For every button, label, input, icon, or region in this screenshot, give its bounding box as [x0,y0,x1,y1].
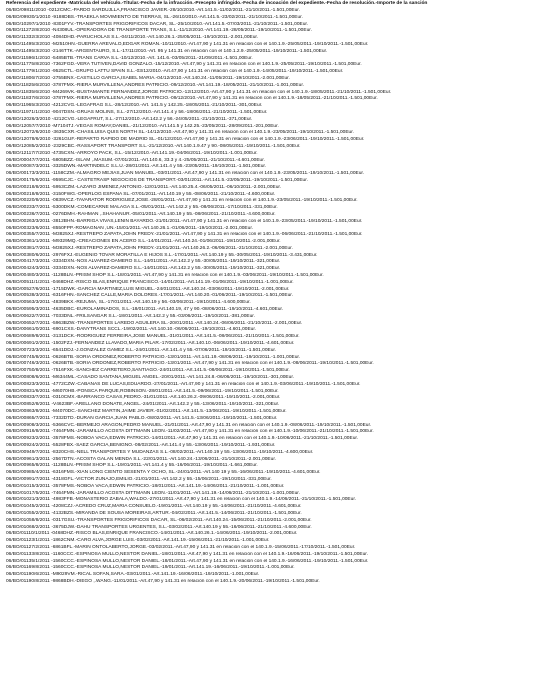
record-line: 06/BO/11971/1/2010 -9047DSN.-GRUAS MOLINS, S.L.-27/12/2010.-Art.141.4 y 56.-18/06/2011.-21/10/2011.-1.501,00Eur. [6,109,268,115]
record-line: 06/BO/00563/3/2011 -4839BKX.-REJUMA, SL.-17/01/2011.-Art.140.19 y 56.-03/06/2011.-19/10/2011.-4.600,00Eur. [6,300,251,306]
record-line: 06/BO/00047/7/2011 -5805BZZ.-ISLAM ,.MASUM.-07/01/2011.-Art.140.6, 33.3 y 4.-25/05/2011.-21/10/2011.-4.601,00Eur. [6,157,265,163]
record-line: 06/BO/11495/3/2010 -M2510HN.-GUERRA AREVALO,EDGAR ROMAN.-10/11/2010.-Art.47,90 y 141.31 en relación con el 140.1.9.-25/05/2011.-19/10/2011.-1.501,00Eur. [6,41,369,47]
record-line: 06/BO/10297/1/2010 -8301FYV.-TRANSPORTES FRIGORIFICOS DACAR, SL.-25/10/2010.-Art.141.5.-07/03/2011.-21/10/2011.-1.501,00Eur. [6,21,309,27]
record-line: 06/BO/00661/0/2011 -6901CXS.-DANYTRANS SCCL.-19/02/2011.-Art.140.10.-06/06/2011.-19/10/2011.-4.601,00Eur. [6,327,257,333]
record-line: 06/BO/00424/3/2011 -3334DXN.-NOS ALVAREZ-DAMERO S.L.-14/01/2011.-Art.142.2 y 55.-30/05/2011.-19/10/2011.-321,00Eur. [6,266,281,272]
record-line: 06/BO/00961/3/2011 -2567DTN.-ACOSTA GALAN MENDA S.L.-22/01/2011.-Art.140.24.-13/06/2011.-21/10/2011.-2.001,00Eur. [6,456,277,462]
record-line: 06/BO/00652/7/2011 -5963BZW.-TRANSPORTES LAREDO AGUILERA SL.-20/01/2011.-Art.140.24.-06/06/2011.-21/10/2011.-2.001,00Eur. [6,320,303,326]
record-line: 06/BO/11596/1/2010 -5485BTB.-TRANS CARVA S.L.-10/12/2010.-Art. 141.6.-03/05/2011.-21/09/2011.-1.501,00Eur. [6,55,253,61]
record-line: 06/BO/00916/8/2011 -7464FMN.-JARAMILLO ACOSTA DITTMANN LEON.-11/02/2011.-Art.47,90 y 141.31 en relación con el 140.1.9.-10/06/2011.-21/10/2011.-1.501,00Eur. [6,429,374,435]
record-line: 06/BO/01135/1/2011 -1560CCC.-ESPINOSA MULLO,NESTOR DANIEL.-18/01/2011.-Art.47,90 y 141.31 en relación con el 140.1.9.-16/06/2011.-19/10/2011.-1.501,00Eur. [6,558,369,564]
record-line: 06/BO/01110/1/2011 -0468DHZ.-RISCO BLAS,ENRIQUE FRANCISCO.-14/01/2011.-Art.140.26.1.-14/06/2011.-19/10/2011.-2.001,00Eur. [6,531,298,537]
record-line: 06/BO/12026/3/2010 -4212CVG.-LEGAFRUT, S.L.-27/12/2010.-Art.142.2 y 56.-24/05/2011.-21/10/2011.-371,00Eur. [6,116,253,122]
record-line: 06/BO/00527/6/2011 -1715DWK.-GARCIA MARTINEZ,LUIS MIGUEL.-24/01/2011.-Art.140.24.-03/06/2011.-19/10/2011.-2.001,00Eur. [6,286,290,292]
record-line: 06/BO/01123/1/2011 -1862CNM.-CARO ALVA,JORGE LUIS.-03/02/2011.-Art.141.19.-15/06/2011.-21/10/2011.-1.001,00Eur. [6,538,270,544]
record-line: 06/BO/09811/2010 -0212CMC.-PARDO SARDUJLLA,FRANCISCO JAVIER.-28/10/2010.-Art.141.5.-11/02/2011.-21/10/2011.-1.501,00Eur. [6,8,300,13]
record-line: 06/BO/00233/7/2011 -5300DKM.-COMECARNE MALAGA S.L.-05/01/2011.-Art.142.2 y 55.-08/06/2011.-17/10/2011.-331,00Eur. [6,205,278,211]
record-line: 06/BO/00833/7/2011 -0310CMX.-BARRANCO CASAS,PEDRO.-31/01/2011.-Art.140.26.2.-09/06/2011.-19/10/2011.-2.001,00Eur. [6,395,281,401]
record-line: 06/BO/12057/7/2010 -M7104TJ.-VEGAS ROMAY,DANIEL.-21/12/2010.-Art.141.5 y 142.25.-23/05/2011.-28/09/2011.-201,00Eur. [6,123,279,129]
record-line: 06/BO/00991/7/2011 -4318GFL.-VICTOR ZUNAJO,EMILIO.-21/01/2011.-Art.142.2 y 55.-15/06/2011.-19/10/2011.-331,00Eur. [6,476,272,482]
record-line: 06/BO/11835/6/2010 -M4269VK.-BUSTAMANTE FERNANDEZ,JORGE PATRICIO.-12/12/2010.-Art.47,90 y 141.31 en relación con el 140.1.9.-18/05/2011.-21/10/2011.-1.501,00Eur. [6,89,392,95]
record-line: 06/BO/00924/2/2011 -5528FBX.-SAEZ GARCIA,BENIGNO.-08/02/2011.-Art.141.4 y 55.-13/06/2011.-19/10/2011.-1.931,00Eur. [6,443,276,448]
record-line: 06/BO/01127/2/2011 -6861BFL.-MARIN ONTOLABERTO,JORGE.-03/02/2011.-Art.47,90 y 141.31 en relación con el 140.1.9.-15/06/2011.-17/10/2011.-1.501,00Eur. [6,544,356,550]
record-line: 06/BO/00852/8/2011 -V4623BF.-ARELLANO DONATE,ANGEL.-24/01/2011.-Art.142.2 y 55.-13/06/2011.-19/10/2011.-321,00Eur. [6,402,280,408]
record-line: 06/BO/11965/3/2010 -4212CVG.-LEGAFRAG S.L.-28/12/2010.-Art. 141.5 y 142.25.-18/05/2011.-21/10/2011.-301,00Eur. [6,103,263,109]
record-line: 06/BO/00236/7/2011 -0276DMH.-RAHMAN ,.SHAHANUR.-05/01/2011.-Art.140.19 y 55.-08/06/2011.-21/10/2011.-4.600,00Eur. [6,211,276,217]
record-line: 06/BO/00808/6/2011 -M6344ML.-CASADO SANTANA,MIGUEL ANGEL.-20/01/2011.-Art.141.24.8.-06/06/2011.-19/10/2011.-301,00Eur. [6,375,295,381]
record-line: 06/BO/00923/2/2011 -3578FMS.-NOBOA VACA,EDWIN PATRICIO.-14/01/2011.-Art.47,90 y 141.31 en relación con el 140.1.9.-10/06/2011.-21/10/2011.-1.501,00Eur. [6,436,359,442]
record-line: 06/BO/00750/8/2011 -7516FXK.-SANCHEZ CARRETERO,SANTIAGO.-24/01/2011.-Art.141.5.-08/06/2011.-19/10/2011.-1.501,00Eur. [6,368,290,374]
record-line: 06/BO/11332/3/2010 -4084DHD.-PARUCHOLAS S.L.-04/11/2010.-Art.140.26.1.-25/05/2011.-19/10/2011.-2.001,00Eur. [6,35,259,41]
record-line: 06/BO/01055/2/2011 -4132BZS.-MIRANDA DE SOUSA MOREIRAS,ARTUR.-04/02/2011.-Art.141.5.-14/06/2011.-21/10/2011.-1.501,00Eur. [6,510,302,516]
record-line: 06/BO/11779/1/2010 -9525CTL.-GRUPO LATTU SPAIN S.L.-03/12/2010.-Art.47,90 y 141.31 en relación con el 140.1.9.-14/05/2011.-19/10/2011.-1.501,00Eur. [6,69,344,75]
record-line: 06/BO/00218/8/2011 -3150FWG.-OPERLOG ESPAÑA SL.-07/01/2011.-Art.140.19 y 55.-08/06/2011.-21/10/2011.-4.600,00Eur. [6,191,276,197]
record-line: 06/BO/01015/3/2011 -3578FMS.-NOBOA VACA,EDWIN PATRICIO.-18/01/2011.-Art.141.19.-14/06/2011.-21/10/2011.-1.001,00Eur. [6,483,285,489]
record-line: 06/BO/00218/8/2011 -5953CZM.-LAZARO JIMENEZ,ANTONIO.-12/01/2011.-Art.140.25.4.-06/05/2011.-06/10/2011.-2.001,00Eur. [6,184,282,190]
record-line: 06/BO/12117/7/2010 -4735CXN.-ARROYO PACK, S.L.-15/12/2010.-Art.141.19.-04/06/2011.-19/10/2011.-1.001,00Eur. [6,150,258,156]
record-line: 06/BO/00417/3/2011 -3334DXN.-NOS ALVAREZ-DAMERO S.L.-14/01/2011.-Art.142.2 y 55.-30/05/2011.-19/10/2011.-321,00Eur. [6,259,281,265]
record-line: 06/BO/01169/8/2011 -1560CCC.-ESPINOSA MULLO,NESTOR DANIEL.-19/01/2011.-Art.141.19.-16/06/2011.-19/10/2011.-1.001,00Eur. [6,565,295,571]
record-line: 06/BO/01190/8/2011 -9868BDH.-DIEGO ,.WANG.-11/01/2011.-Art.47,90 y 141.31 en relación con el 140.1.9.-20/06/2011.-19/10/2011.-1.501,00Eur. [6,578,320,584]
record-line: 06/BO/00689/8/2011 -3131DCK.-RODRIGUEZ FERREIRA,JOSE MANUEL.-31/01/2011.-Art.141.5.-08/06/2011.-21/10/2011.-1.501,00Eur. [6,334,300,340]
record-line: 06/BO/00823/3/2011 -4772CZW.-CABAÑAS DE LUCAS,EDUARDO.-27/01/2011.-Art.47,90 y 141.31 en relación con el 140.1.9.-03/06/2011.-19/10/2011.-1.501,00Eur. [6,381,361,387]
record-line: 06/BO/00511/1/2011 -0468DHZ.-RISCO BLAS,ENRIQUE FRANCISCO.-14/01/2011.-Art.141.19.-01/06/2011.-19/10/2011.-1.001,00Eur. [6,279,294,285]
record-line: 06/BO/12085/2/2010 -2329CBC.-RASSAPORT TRANSPORT S.L.-21/12/2010.-Art.140.1.9.47 y 90.-08/05/2011.-19/10/2011.-1.501,00Eur. [6,143,301,149]
column-header: Referencia del expediente -Matrícula del vehículo.-Titular.-Fecha de la infracción.-Precepto infringido.-Fecha de incoación del expediente.-Fecha de resolución.-Importe de la sanción [6,1,428,6]
record-line: 06/BO/01045/2/2011 -4208CZJ.-ACREDO CRUZ,MARIA CONSUELO.-19/01/2011.-Art.140.19 y 55.-14/06/2011.-21/10/2011.-4.601,00Eur. [6,504,302,510]
record-line: 06/BO/00746/3/2011 -0626BTB.-SORIA ORDOÑEZ,ROBERTO PATRICIO.-13/01/2011.-Art.47,90 y 141.31 en relación con el 140.1.9.-08/06/2011.-19/10/2011.-1.501,00Eur. [6,361,374,367]
record-line: 06/BO/00908/3/2011 -5366CVC.-BERMEJO ARAGON,PEDRO MANUEL.-21/01/2011.-Art.47,90 y 141.31 en relación con el 140.1.9.-08/06/2011.-19/10/2011.-1.501,00Eur. [6,422,372,428]
record-line: 06/BO/00263/3/2011 -3812BHN.-BARRIGA VIVAS,LENIN BAYARDO.-21/01/2011.-Art.47,90 y 141.31 en relación con el 140.1.9.-23/05/2011.-19/10/2011.-1.501,00Eur. [6,218,363,224]
record-line: 06/BO/01068/2/2011 -3675DJW.-DAHU TRANSPORTES URGENTES, S.L.-03/02/2011.-Art.140.19 y 55.-16/06/2011.-21/10/2011.-4.600,00Eur. [6,524,312,530]
record-line: 06/BO/00355/7/2011 -M3825XJ.-RESTREPO ZAPATA,JOHN FREDY.-21/01/2011.-Art.47,90 y 141.31 en relación con el 140.1.9.-06/06/2011.-21/10/2011.-1.501,00Eur. [6,232,363,238]
record-line: 06/BO/11825/6/2010 -3787FMX.-RIERA MURVILLENA,ANDRES PATRICIO.-09/12/2010.-Art.141.19.-18/05/2011.-21/10/2011.-1.001,00Eur. [6,82,305,88]
record-line: 06/BO/11806/7/2010 -2755BNX.-CASTILLO GARCIA,ISABEL MARIA.-04/12/2010.-Art.140.24.-11/05/2011.-19/10/2011.-2.001,00Eur. [6,75,290,81]
record-line: 06/BO/01133/8/2011 -1160CCC.-ESPINOSA MULLO,NESTOR DANIEL.-18/01/2011.-Art.47,90 y 141.31 en relación con el 140.1.9.-16/06/2011.-19/10/2011.-1.501,00Eur. [6,551,368,557]
record-line: 06/BO/00865/7/2011 -7332DTD.-DURAN GARCIA,JUAN PABLO.-08/02/2011.-Art.141.5.-13/06/2011.-19/10/2011.-1.501,00Eur. [6,415,278,421]
record-line: 06/BO/00480/3/2011 -1128BLN.-PRISM SHOP S.L.-18/01/2011.-Art.47,90 y 141.31 en relación con el 140.1.9.-03/06/2011.-19/10/2011.-1.501,00Eur. [6,273,324,279]
record-line: 06/BO/00622/7/2011 -7033DNL.-FRILSANGAR S.L.-18/01/2011.-Art.142.2 y 55.-03/06/2011.-19/10/2011.-381,00Eur. [6,313,255,319]
record-line: 06/BO/00965/8/2011 -1128BLN.-PRISM SHOP S.L.-19/01/2011.-Art.141.4 y 55.-16/06/2011.-19/10/2011.-1.661,00Eur. [6,463,258,469]
record-line: 06/BO/01021/3/2011 -4983FFB.-MONASTERIO ZABALA,WALDO.-27/01/2011.-Art.47,90 y 141.31 en relación con el 140.1.9.-14/06/2011.-21/10/2011.-1.501,00Eur. [6,497,357,503]
record-line: 06/BO/00691/2/2011 -1502FZJ.-FERNANDEZ LLAVADO,MARIA PILAR.-17/02/2011.-Art.140.10.-06/06/2011.-19/10/2011.-4.601,00Eur. [6,341,295,347]
record-line: 06/BO/11775/8/2010 -7362FGD.-VERA TUTIVEN,DAVID GONZALO.-15/12/2010.-Art.47,90 y 141.31 en relación con el 140.1.9.-25/05/2011.-19/10/2011.-1.501,00Eur. [6,62,362,68]
record-line: 06/BO/00723/3/2011 -6541DDJ.-J.GONZALEZ GAMEZ S.L.-24/01/2011.-Art.141.4 y 55.-07/06/2011.-19/10/2011.-1.501,00Eur. [6,347,277,353]
record-line: 06/BO/00985/4/2011 -6316FMS.-XIAN LONG CIENTO SESENTA Y OCHO, SL.-24/01/2011.-Art.140 19 y 55.-16/06/2011.-19/10/2011.-4.601,00Eur. [6,470,321,476]
record-line: 06/BO/00831/6/2011 -M6070HB.-PONSCA PARQUE,ROBINSON.-28/01/2011.-Art.141.5.-09/06/2011.-19/10/2011.-1.501,00Eur. [6,388,279,394]
record-line: 06/BO/12072/6/2010 -3635CXR.-CHASILUISA QUIS NORTH SL.-14/12/2010.-Art.47,90 y 141.31 en relación con el 140.1.9.-23/05/2011.-19/10/2011.-1.501,00Eur. [6,130,354,136]
record-line: 06/BO/00173/3/2011 -1158CZM.-ALMAGRO MEJIAS,JUAN MANUEL.-03/01/2011.-Art.47,90 y 141.31 en relación con el 140.1.9.-23/05/2011.-19/10/2011.-1.501,00Eur. [6,171,365,177]
record-line: 06/BO/00220/8/2011 -0839VCZ.-TAVARATOR RODRIGUEZ,JOSE.-28/01/2011.-Art.47,90 y 141.31 en relación con el 140.1.9.-23/05/2011.-19/10/2011.-1.501,00Eur. [6,198,358,204]
record-line: 06/BO/00361/1/2011 -M9329MQ.-CREACIONES EN ACERO S.L.-14/01/2011.-Art.140.24.-01/06/2011.-19/10/2011.-2.001,00Eur. [6,239,281,245]
records-list [6,8,558,586]
record-line: 06/BO/00087/3/2011 -3325DWN.-MARTINDELC S.L.U.-28/01/2011.-Art.141.4 y 55.-23/05/2011.-19/10/2011.-1.501,00Eur. [6,164,267,170]
record-line: 06/BO/00949/7/2011 -8320CHS.-NELL TRANSPORTES Y MUDANZAS S.L.-08/02/2011.-Art.140.19 y 55.-13/06/2011.-19/10/2011.-4.600,00Eur. [6,449,314,455]
record-line: 06/BO/00323/6/2011 -8550FPP.-ROMAGNAN ,UN.-15/01/2011.-Art.140.26.1.-01/06/2011.-19/10/2011.-2.001,00Eur. [6,225,253,231]
record-line: 06/BO/11272/8/2010 -N4308UL.-OPERADORA DE TRANSPORTE TRANS, S.L.-11/12/2010.-Art.141.19.-28/05/2011.-19/10/2011.-1.501,00Eur. [6,28,312,34]
record-line: 06/BO/12078/6/2010 -3261GUF.-REPARTO RAPIDO DE MADRID SL.-01/12/2010.-Art.47,90 y 141.31 en relación con el 140.1.9.-23/06/2011.-19/10/2011.-1.501,00Eur. [6,137,365,143]
record-line: 06/BO/00863/8/2011 -M4070DC.-SANCHEZ MARTIN,JAIME JAVIER.-01/02/2011.-Art.141.5.-13/06/2011.-19/10/2011.-1.501,00Eur. [6,409,287,415]
record-line: 06/BO/11495/3/2010 -2146TTK.-ARGENTAURO, S.L.-17/11/2010.-Art. 95 y 141.31 en relación con el 140.1.2.9.-25/05/2011.-19/10/2011.-1.501,00Eur. [6,48,328,54]
record-line: 06/BO/00380/6/2011 -2976FXJ.-EUGENIO TOVAR MORATILLA E HIJOS S.L.-17/01/2011.-Art.140.19 y 55.-30/05/2011.-19/10/2011.-3.431,00Eur. [6,252,318,258]
record-line: 06/BO/09930/1/2010 -9188DBS.-TRAEKLA MOVIMIENTO DE TIERRAS, SL.-26/10/2010.-Art.141.5.-23/02/2011.-21/10/2011.-1.501,00Eur. [6,14,303,20]
record-line: 06/BO/00595/3/2011 -4635DBC.-EUROLAMINADOS, S.L.-18/01/2011.-Art.140.19, 47 y 90.-08/06/2011.-19/10/2011.-4.601,00Eur. [6,307,284,313]
record-line: 06/BO/11837/6/2010 -3787FMX.-RIERA MURVILLENA,ANDRES PATRICIO.-09/12/2010.-Art.47,90 y 141.31 en relación con el 140.1.9.-18/05/2011.-21/10/2011.-1.501,00Eur. [6,96,378,102]
record-line: 06/BO/00381/7/2011 -M3825XJ.-RESTREPO ZAPATA,JOHN FREDY.-21/01/2011.-Art.140.26.2.-06/06/2011.-21/10/2011.-2.001,00Eur. [6,245,293,251]
record-line: 06/BO/00745/8/2011 -0626BTB.-SORIA ORDOÑEZ,ROBERTO PATRICIO.-13/01/2011.-Art.141.19.-08/06/2011.-19/10/2011.-1.001,00Eur. [6,354,301,360]
record-line: 06/BO/01058/8/2011 -0317GSU.-TRANSPORTES FRIGORIFICOS DACAR, SL.-06/02/2011.-Art.140.24.-15/06/2011.-21/10/2011.-2.001,00Eur. [6,517,312,523]
record-line: 06/BO/01190/6/2011 -M9029VM.-RICAL SOFAN,SARA.-03/01/2011.-Art.141.19.-16/06/2011.-19/10/2011.-1.001,00Eur. [6,572,260,578]
record-line: 06/BO/00538/3/2011 -6316FHN.-SANCHEZ CALLE,MARIA DOLORES.-17/01/2011.-Art.140.20.-01/06/2011.-19/10/2011.-1.501,00Eur. [6,293,293,299]
record-line: 06/BO/00175/6/2011 -9595CJC.- CASTETRASP NEGOCIOS DE TRANSPORT.-03/01/2011.-Art.141.5.-23/05/2011.-19/10/2011.-1.501,00Eur. [6,177,308,183]
record-line: 06/BO/01017/5/2011 -7464FMN.-JARAMILLO ACOSTA DITTMANN LEON.-11/01/2011.-Art.141.19.-14/06/2011.-21/10/2011.-1.001,00Eur. [6,490,300,496]
